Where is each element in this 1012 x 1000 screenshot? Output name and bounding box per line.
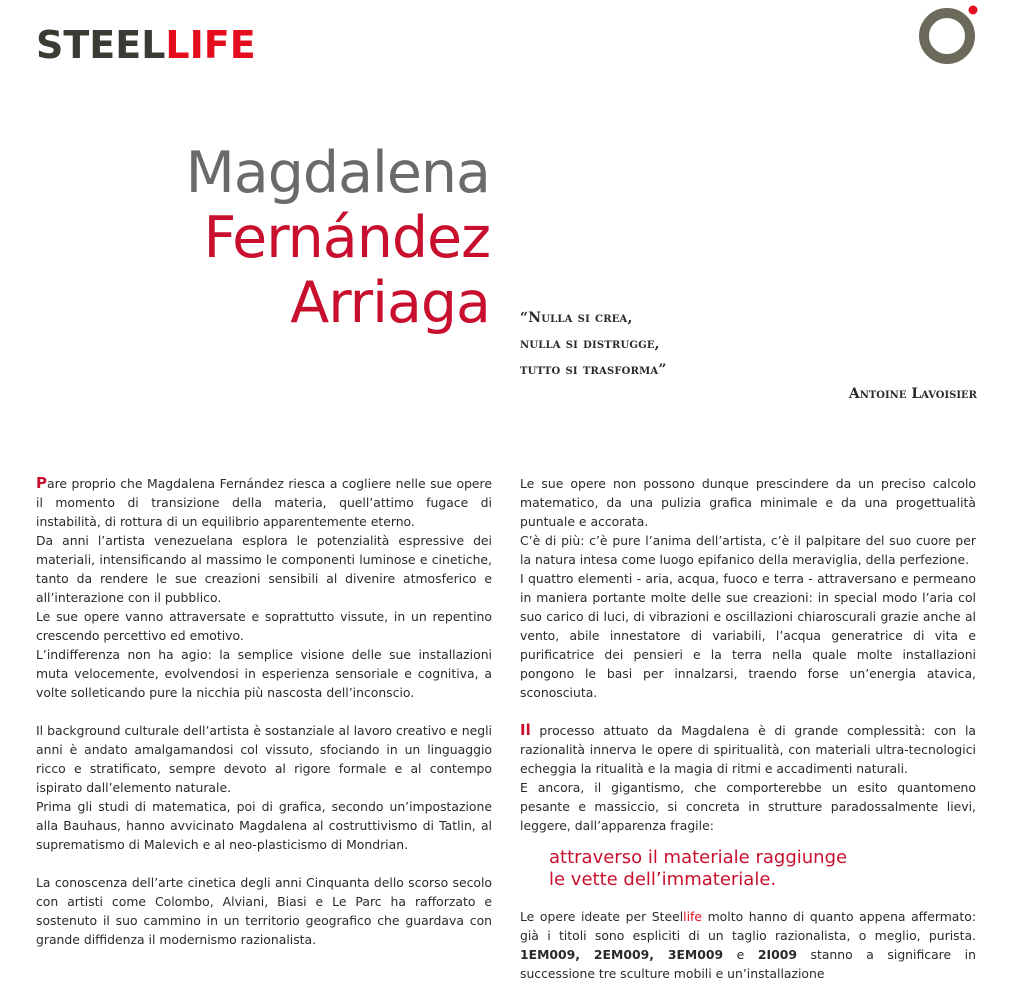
paragraph: Prima gli studi di matematica, poi di grafica, secondo un’impostazione alla Bauhaus, hanno avvicinato Magdalena al costruttivismo di Tatlin, al suprematismo di Malevich e al neo-plasticismo di Mondrian.	[36, 799, 492, 852]
brand-inline: life	[683, 909, 703, 924]
paragraph-text: processo attuato da Magdalena è di grande complessità: con la razionalità innerva le opere di spiritualità, con materiali ultra-tecnologici echeggia la ritualità e la magia di ritmi e accadimenti naturali.	[520, 723, 976, 776]
paragraph-text: are proprio che Magdalena Fernández riesca a cogliere nelle sue opere il momento di transizione della materia, quell’attimo fugace di instabilità, di rottura di un equilibrio apparentemente eterno.	[36, 476, 492, 529]
pull-quote-line-1: attraverso il materiale raggiunge	[549, 847, 848, 868]
drop-cap: P	[36, 474, 47, 492]
quote-line-2: nulla si distrugge,	[520, 336, 660, 352]
ring-shape	[924, 13, 970, 59]
ring-dot	[969, 6, 978, 15]
brand-ring-icon	[916, 2, 980, 66]
paragraph: I quattro elementi - aria, acqua, fuoco e terra - attraversano e permeano in maniera portante molte delle sue creazioni: in special modo l’aria col suo carico di luci, di vibrazioni e oscillazioni chiaroscurali grazie anche al vento, abile innestatore di variabili, l’acqua generatrice di vita e purificatrice dei pensieri e la terra nella quale molte installazioni pongono le basi per innalzarsi, traendo forse un’energia atavica, sconosciuta.	[520, 571, 976, 700]
paragraph: Le sue opere non possono dunque prescindere da un preciso calcolo matematico, da una pulizia grafica minimale e da una progettualità puntuale e accorata.	[520, 476, 976, 529]
drop-cap: Il	[520, 721, 531, 739]
title-surname-1: Fernández	[203, 205, 490, 271]
pull-quote	[549, 847, 976, 891]
paragraph: Le sue opere vanno attraversate e soprattutto vissute, in un repentino crescendo percettivo ed emotivo.	[36, 609, 492, 643]
artwork-title: 2I009	[757, 947, 797, 962]
paragraph: La conoscenza dell’arte cinetica degli anni Cinquanta dello scorso secolo con artisti come Colombo, Alviani, Biasi e Le Parc ha rafforzato e sostenuto il suo cammino in un territorio geografico che guardava con grande diffidenza il modernismo razionalista.	[36, 875, 492, 947]
text-run: e	[723, 947, 758, 962]
paragraph: C’è di più: c’è pure l’anima dell’artista, c’è il palpitare del suo cuore per la natura intesa come luogo epifanico della meraviglia, della perfezione.	[520, 533, 976, 567]
text-run: stanno a significare in successione tre sculture mobili e un’installazione	[520, 947, 976, 981]
quote-line-3: tutto si trasforma”	[520, 362, 667, 378]
steellife-logo	[36, 24, 256, 66]
paragraph	[520, 907, 976, 983]
logo-steel: STEEL	[36, 23, 166, 67]
paragraph	[36, 474, 492, 531]
article-title	[186, 141, 490, 336]
text-run: molto hanno di quanto appena affermato: già i titoli sono espliciti di un taglio razionalista, o meglio, purista.	[520, 909, 976, 943]
epigraph-quote	[520, 305, 667, 383]
paragraph	[520, 721, 976, 778]
paragraph: E ancora, il gigantismo, che comporterebbe un esito quantomeno pesante e massiccio, si concreta in strutture paradossalmente lievi, leggere, dall’apparenza fragile:	[520, 780, 976, 833]
title-surname-2: Arriaga	[290, 270, 490, 336]
quote-line-1: “Nulla si crea,	[520, 310, 633, 326]
title-first-name: Magdalena	[185, 140, 490, 206]
right-column	[520, 474, 976, 983]
paragraph: Il background culturale dell’artista è sostanziale al lavoro creativo e negli anni è andato amalgamandosi col vissuto, sfociando in un linguaggio ricco e stratificato, sempre devoto al rigore formale e al contempo ispirato dall’elemento naturale.	[36, 723, 492, 795]
paragraph: Da anni l’artista venezuelana esplora le potenzialità espressive dei materiali, intensificando al massimo le componenti luminose e cinetiche, tanto da rendere le sue creazioni sensibili al divenire atmosferico e all’interazione con il pubblico.	[36, 533, 492, 605]
text-run: Le opere ideate per Steel	[520, 909, 684, 924]
paragraph: L’indifferenza non ha agio: la semplice visione delle sue installazioni muta velocemente, evolvendosi in esperienza sensoriale e cognitiva, a volte solleticando pure la nicchia più nascosta dell’inconscio.	[36, 647, 492, 700]
artwork-titles: 1EM009, 2EM009, 3EM009	[520, 947, 724, 962]
pull-quote-line-2: le vette dell’immateriale.	[549, 869, 777, 890]
left-column	[36, 474, 492, 949]
logo-life: LIFE	[165, 23, 256, 67]
quote-author: Antoine Lavoisier	[848, 386, 977, 402]
